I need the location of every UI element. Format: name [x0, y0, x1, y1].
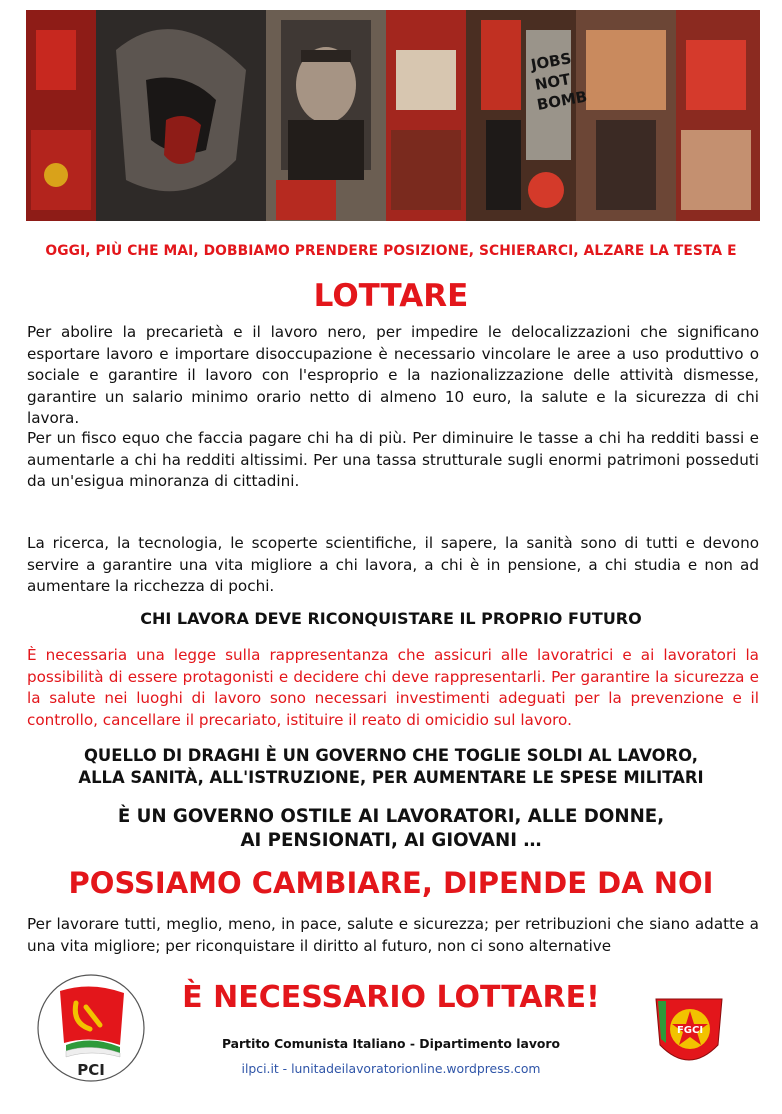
- header-collage-image: [26, 10, 760, 221]
- fgci-logo-text: FGCI: [676, 1025, 704, 1036]
- subhead-cambiare: POSSIAMO CAMBIARE, DIPENDE DA NOI: [68, 866, 714, 900]
- final-slogan: È NECESSARIO LOTTARE!: [182, 980, 600, 1015]
- subhead-ostile: [0, 805, 782, 853]
- subhead-futuro: CHI LAVORA DEVE RICONQUISTARE IL PROPRIO FUTURO: [140, 609, 642, 628]
- paragraph-alternative: Per lavorare tutti, meglio, meno, in pace, salute e sicurezza; per retribuzioni che siano adatte a una vita migliore; per riconquistare il diritto al futuro, non ci sono alternative: [27, 915, 759, 955]
- paragraph-fisco: Per un fisco equo che faccia pagare chi ha di più. Per diminuire le tasse a chi ha redditi bassi e aumentarle a chi ha redditi altissimi. Per una tassa strutturale sugli enormi patrimoni posseduti da un'esigua minoranza di cittadini.: [27, 429, 759, 490]
- banner-poster-text-2: NOT: [533, 70, 572, 94]
- paragraph-rappresentanza: È necessaria una legge sulla rappresentanza che assicuri alle lavoratrici e ai lavoratori la possibilità di essere protagonisti e decidere chi deve rappresentarli. Per garantire la sicurezza e la salute nei luoghi di lavoro sono necessari investimenti adeguati per la prevenzione e il controllo, cancellare il precariato, istituire il reato di omicidio sul lavoro.: [27, 646, 759, 729]
- paragraph-ricerca: La ricerca, la tecnologia, le scoperte scientifiche, il sapere, la sanità sono di tutti e devono servire a garantire una vita migliore a chi lavora, a chi è in pensione, a chi studia e non ad aumentare la ricchezza di pochi.: [27, 534, 759, 595]
- banner-poster-text-3: BOMB: [535, 87, 589, 114]
- subhead-ostile-line1: È UN GOVERNO OSTILE AI LAVORATORI, ALLE DONNE,: [117, 806, 665, 827]
- paragraph-lavoro: Per abolire la precarietà e il lavoro nero, per impedire le delocalizzazioni che significano esportare lavoro e importare disoccupazione è necessario vincolare le aree a uso produttivo o sociale e garantire il lavoro con l'esproprio e la nazionalizzazione delle attività dismesse, garantire un salario minimo orario netto di almeno 10 euro, la salute e la sicurezza di chi lavora.: [27, 323, 759, 427]
- pci-logo-text: PCI: [77, 1061, 105, 1079]
- banner-poster-text-1: JOBS: [529, 49, 573, 74]
- subhead-draghi-line1: QUELLO DI DRAGHI È UN GOVERNO CHE TOGLIE SOLDI AL LAVORO,: [84, 746, 698, 765]
- website-links[interactable]: ilpci.it - lunitadeilavoratorionline.wordpress.com: [241, 1061, 541, 1076]
- lead-headline: OGGI, PIÙ CHE MAI, DOBBIAMO PRENDERE POSIZIONE, SCHIERARCI, ALZARE LA TESTA E: [45, 243, 737, 259]
- page-title: LOTTARE: [313, 278, 469, 314]
- party-name: Partito Comunista Italiano - Dipartimento lavoro: [221, 1036, 561, 1051]
- subhead-ostile-line2: AI PENSIONATI, AI GIOVANI …: [240, 830, 542, 851]
- subhead-draghi-line2: ALLA SANITÀ, ALL'ISTRUZIONE, PER AUMENTARE LE SPESE MILITARI: [78, 768, 704, 787]
- subhead-draghi: [0, 745, 782, 789]
- fgci-logo: [652, 993, 726, 1073]
